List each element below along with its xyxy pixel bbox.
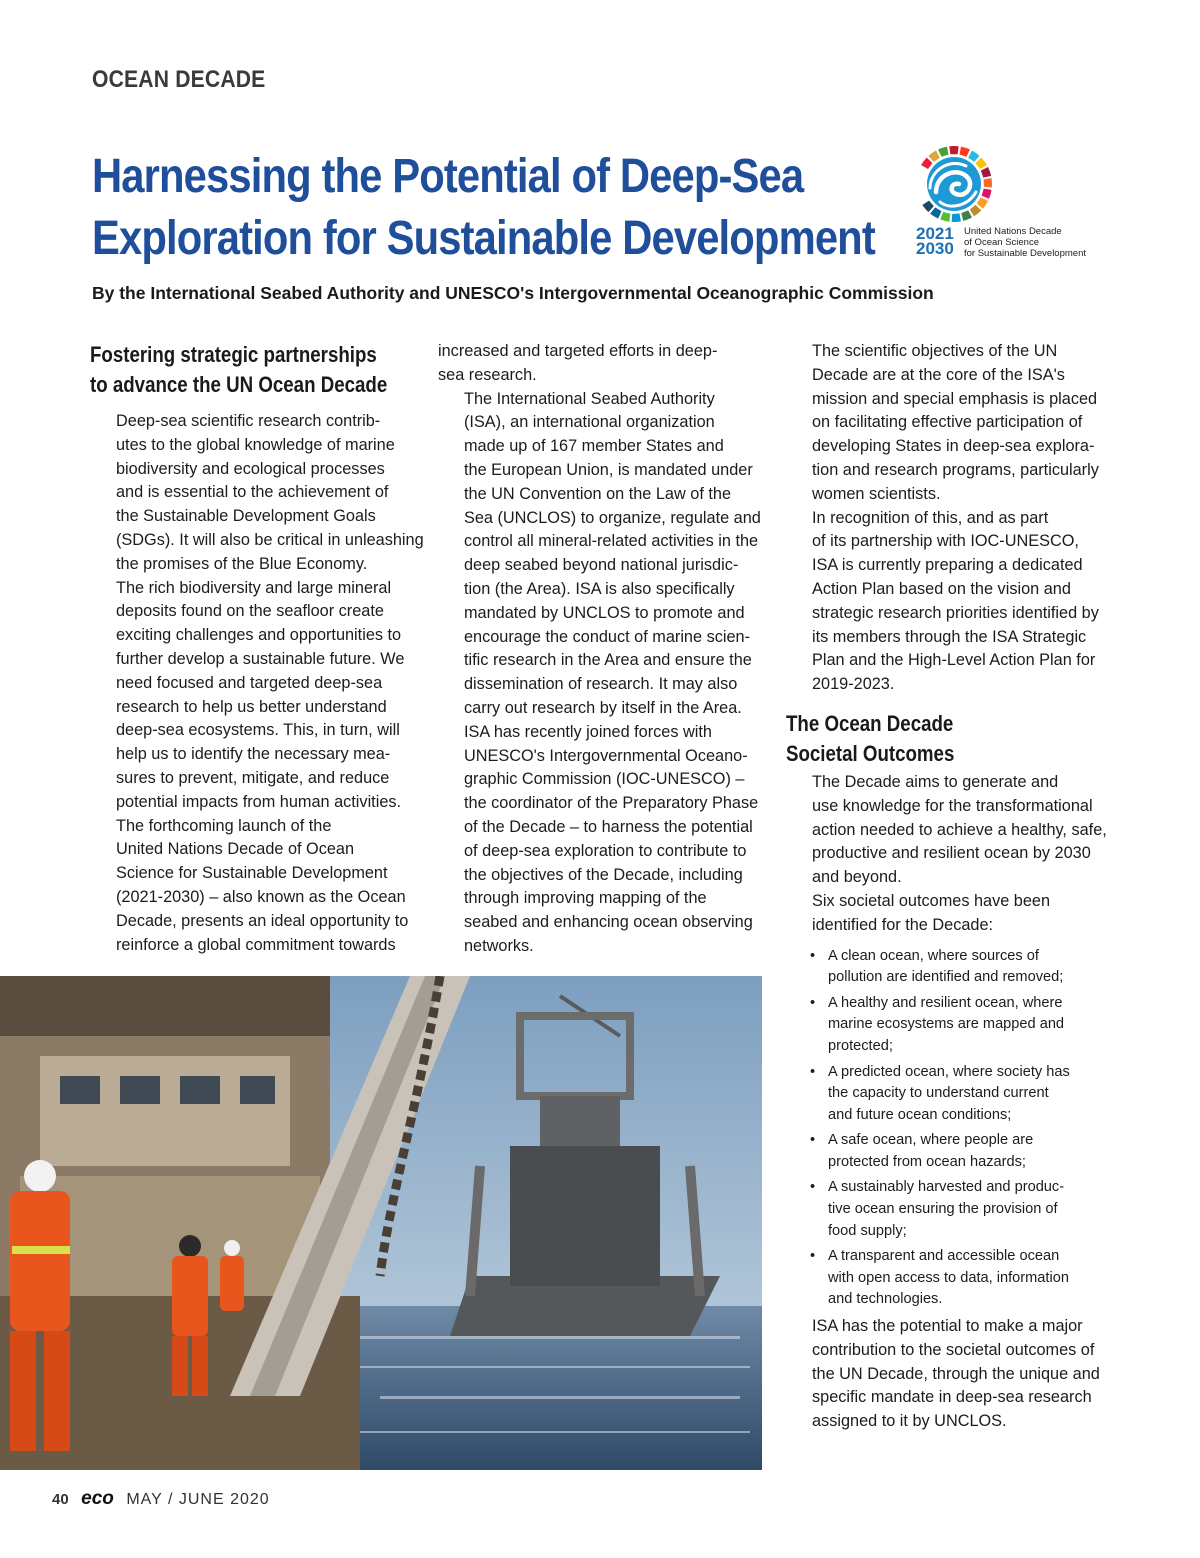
text-line: deep-sea ecosystems. This, in turn, will bbox=[116, 721, 400, 740]
paragraph bbox=[786, 890, 1106, 938]
text-line: through improving mapping of the bbox=[464, 889, 707, 908]
text-line: Plan and the High-Level Action Plan for bbox=[812, 651, 1096, 670]
text-line: specific mandate in deep-sea research bbox=[812, 1388, 1092, 1407]
issue-date: MAY / JUNE 2020 bbox=[126, 1491, 270, 1508]
paragraph bbox=[786, 507, 1106, 697]
logo-caption bbox=[964, 226, 1086, 259]
list-item bbox=[810, 1177, 1106, 1242]
text-line: tific research in the Area and ensure the bbox=[464, 651, 752, 670]
article-title bbox=[92, 146, 875, 270]
text-line: its members through the ISA Strategic bbox=[812, 627, 1087, 646]
page-number: 40 bbox=[52, 1491, 69, 1508]
heading-line: Societal Outcomes bbox=[786, 740, 955, 766]
text-line: reinforce a global commitment towards bbox=[116, 935, 396, 954]
text-line: • A transparent and accessible ocean bbox=[828, 1248, 1060, 1265]
text-line: made up of 167 member States and bbox=[464, 437, 724, 456]
text-line: tion and research programs, particularly bbox=[812, 460, 1099, 479]
text-line: The Decade aims to generate and bbox=[812, 772, 1059, 791]
text-line: women scientists. bbox=[812, 484, 941, 503]
text-line: dissemination of research. It may also bbox=[464, 675, 738, 694]
text-line: Deep-sea scientific research contrib- bbox=[116, 412, 381, 430]
sdg-color-segment bbox=[949, 146, 958, 154]
text-line: biodiversity and ecological processes bbox=[116, 459, 385, 478]
text-line: Decade are at the core of the ISA's bbox=[812, 365, 1065, 384]
article-photo bbox=[0, 976, 762, 1470]
text-line: Science for Sustainable Development bbox=[116, 864, 388, 883]
text-line: productive and resilient ocean by 2030 bbox=[812, 844, 1091, 863]
text-line: tion (the Area). ISA is also specifically bbox=[464, 579, 735, 598]
paragraph bbox=[786, 1315, 1106, 1434]
text-line: tive ocean ensuring the provision of bbox=[828, 1201, 1058, 1218]
text-column-2 bbox=[438, 340, 768, 959]
sdg-color-segment bbox=[968, 151, 979, 162]
text-line: graphic Commission (IOC-UNESCO) – bbox=[464, 770, 745, 789]
sdg-color-segment bbox=[938, 147, 948, 157]
text-line: and technologies. bbox=[828, 1291, 943, 1308]
section-label: OCEAN DECADE bbox=[92, 66, 266, 93]
text-line: and beyond. bbox=[812, 868, 902, 887]
paragraph bbox=[786, 340, 1106, 507]
deep-sea-sampler-photo bbox=[0, 976, 762, 1470]
text-line: the UN Decade, through the unique and bbox=[812, 1364, 1100, 1383]
text-line: of its partnership with IOC-UNESCO, bbox=[812, 532, 1079, 551]
paragraph bbox=[438, 388, 768, 721]
text-line: Six societal outcomes have been bbox=[812, 891, 1051, 910]
text-line: carry out research by itself in the Area. bbox=[464, 698, 742, 717]
text-line: the UN Convention on the Law of the bbox=[464, 484, 732, 503]
text-line: action needed to achieve a healthy, safe, bbox=[812, 820, 1107, 839]
text-line: marine ecosystems are mapped and bbox=[828, 1016, 1065, 1033]
list-item bbox=[810, 946, 1106, 989]
section-heading bbox=[90, 340, 388, 400]
sdg-color-segment bbox=[981, 167, 991, 178]
paragraph bbox=[90, 815, 420, 958]
societal-outcomes-list bbox=[786, 946, 1106, 1312]
sdg-color-segment bbox=[960, 147, 970, 157]
text-line: developing States in deep-sea explora- bbox=[812, 437, 1095, 456]
magazine-brand: eco bbox=[81, 1488, 114, 1509]
sdg-color-segment bbox=[982, 189, 992, 199]
sdg-color-segment bbox=[984, 178, 992, 187]
list-item bbox=[810, 1062, 1106, 1127]
sdg-color-segment bbox=[970, 205, 981, 216]
title-line: Exploration for Sustainable Development bbox=[92, 212, 875, 265]
text-line: Decade, presents an ideal opportunity to bbox=[116, 911, 409, 930]
sdg-color-segment bbox=[922, 201, 933, 213]
text-column-1 bbox=[90, 340, 424, 957]
text-line: identified for the Decade: bbox=[812, 915, 994, 934]
page-footer bbox=[52, 1488, 270, 1510]
text-line: protected; bbox=[828, 1037, 893, 1054]
text-line: The rich biodiversity and large mineral bbox=[116, 578, 392, 597]
text-line: the capacity to understand current bbox=[828, 1085, 1049, 1102]
text-line: The International Seabed Authority bbox=[464, 389, 715, 408]
text-line: ISA has the potential to make a major bbox=[812, 1317, 1083, 1336]
text-line: (ISA), an international organization bbox=[464, 413, 715, 432]
text-line: deposits found on the seafloor create bbox=[116, 602, 384, 621]
sdg-color-segment bbox=[952, 213, 961, 222]
text-line: of deep-sea exploration to contribute to bbox=[464, 841, 747, 860]
text-line: the objectives of the Decade, including bbox=[464, 865, 743, 884]
text-line: increased and targeted efforts in deep- bbox=[438, 342, 718, 360]
sdg-color-segment bbox=[930, 207, 941, 218]
text-line: Action Plan based on the vision and bbox=[812, 579, 1071, 598]
text-line: sures to prevent, mitigate, and reduce bbox=[116, 768, 390, 787]
text-line: • A sustainably harvested and produc- bbox=[828, 1179, 1065, 1196]
text-line: contribution to the societal outcomes of bbox=[812, 1340, 1095, 1359]
text-line: networks. bbox=[464, 936, 534, 955]
logo-caption-line: United Nations Decade bbox=[964, 226, 1062, 237]
article-byline: By the International Seabed Authority and UNESCO's Intergovernmental Oceanographic Commission bbox=[92, 283, 934, 303]
text-line: Sea (UNCLOS) to organize, regulate and bbox=[464, 508, 761, 527]
heading-line: The Ocean Decade bbox=[786, 710, 954, 736]
text-line: The scientific objectives of the UN bbox=[812, 342, 1058, 360]
text-line: 2019-2023. bbox=[812, 675, 895, 694]
text-line: In recognition of this, and as part bbox=[812, 508, 1049, 527]
paragraph bbox=[90, 577, 420, 815]
text-line: use knowledge for the transformational bbox=[812, 796, 1093, 815]
text-line: control all mineral-related activities in the bbox=[464, 532, 759, 551]
text-line: the coordinator of the Preparatory Phase bbox=[464, 794, 759, 813]
text-line: further develop a sustainable future. We bbox=[116, 649, 405, 668]
text-line: encourage the conduct of marine scien- bbox=[464, 627, 750, 646]
text-line: on facilitating effective participation of bbox=[812, 413, 1083, 432]
list-item bbox=[810, 1130, 1106, 1173]
text-line: • A predicted ocean, where society has bbox=[828, 1063, 1070, 1080]
sdg-color-segment bbox=[940, 212, 950, 222]
text-line: seabed and enhancing ocean observing bbox=[464, 913, 753, 932]
paragraph bbox=[90, 410, 424, 577]
sdg-color-segment bbox=[928, 151, 939, 162]
text-line: ISA is currently preparing a dedicated bbox=[812, 556, 1083, 575]
text-line: • A clean ocean, where sources of bbox=[828, 947, 1039, 964]
text-line: assigned to it by UNCLOS. bbox=[812, 1412, 1007, 1431]
heading-line: to advance the UN Ocean Decade bbox=[90, 372, 388, 397]
text-line: United Nations Decade of Ocean bbox=[116, 840, 355, 859]
text-line: the promises of the Blue Economy. bbox=[116, 554, 368, 573]
text-line: the European Union, is mandated under bbox=[464, 460, 753, 479]
text-line: The forthcoming launch of the bbox=[116, 816, 332, 835]
text-line: mandated by UNCLOS to promote and bbox=[464, 603, 745, 622]
sdg-color-segment bbox=[976, 158, 987, 169]
text-line: research to help us better understand bbox=[116, 697, 387, 716]
text-line: mission and special emphasis is placed bbox=[812, 389, 1098, 408]
text-line: sea research. bbox=[438, 365, 537, 384]
text-line: strategic research priorities identified by bbox=[812, 603, 1099, 622]
logo-caption-line: for Sustainable Development bbox=[964, 248, 1086, 259]
text-line: ISA has recently joined forces with bbox=[464, 722, 712, 741]
text-line: need focused and targeted deep-sea bbox=[116, 673, 383, 692]
list-item bbox=[810, 1246, 1106, 1311]
list-item bbox=[810, 993, 1106, 1058]
logo-years bbox=[916, 226, 954, 256]
text-line: food supply; bbox=[828, 1222, 907, 1239]
text-line: protected from ocean hazards; bbox=[828, 1153, 1026, 1170]
text-line: potential impacts from human activities. bbox=[116, 792, 402, 811]
sdg-color-segment bbox=[961, 210, 972, 220]
paragraph bbox=[438, 340, 768, 388]
text-line: utes to the global knowledge of marine bbox=[116, 435, 395, 454]
text-line: (2021-2030) – also known as the Ocean bbox=[116, 887, 406, 906]
sdg-color-segment bbox=[921, 158, 932, 169]
paragraph bbox=[786, 771, 1106, 890]
text-line: exciting challenges and opportunities to bbox=[116, 626, 402, 645]
un-ocean-decade-logo bbox=[910, 144, 1100, 264]
text-line: of the Decade – to harness the potential bbox=[464, 817, 753, 836]
text-line: UNESCO's Intergovernmental Oceano- bbox=[464, 746, 748, 765]
logo-year-end: 2030 bbox=[916, 239, 954, 258]
ocean-decade-wave-icon bbox=[914, 144, 994, 224]
logo-year-start: 2021 bbox=[916, 224, 954, 243]
text-line: deep seabed beyond national jurisdic- bbox=[464, 556, 739, 575]
logo-caption-line: of Ocean Science bbox=[964, 237, 1039, 248]
title-line: Harnessing the Potential of Deep-Sea bbox=[92, 150, 804, 203]
paragraph bbox=[438, 721, 768, 959]
text-line: help us to identify the necessary mea- bbox=[116, 745, 391, 764]
heading-line: Fostering strategic partnerships bbox=[90, 342, 377, 367]
text-line: • A safe ocean, where people are bbox=[828, 1132, 1034, 1149]
text-line: and future ocean conditions; bbox=[828, 1106, 1012, 1123]
text-line: with open access to data, information bbox=[828, 1269, 1069, 1286]
section-heading bbox=[786, 709, 1058, 769]
text-line: • A healthy and resilient ocean, where bbox=[828, 994, 1063, 1011]
sdg-color-segment bbox=[977, 197, 988, 208]
text-line: pollution are identified and removed; bbox=[828, 969, 1064, 986]
text-line: (SDGs). It will also be critical in unleashing bbox=[116, 530, 424, 549]
text-line: and is essential to the achievement of bbox=[116, 483, 389, 502]
text-column-3 bbox=[786, 340, 1106, 1434]
text-line: the Sustainable Development Goals bbox=[116, 507, 376, 526]
